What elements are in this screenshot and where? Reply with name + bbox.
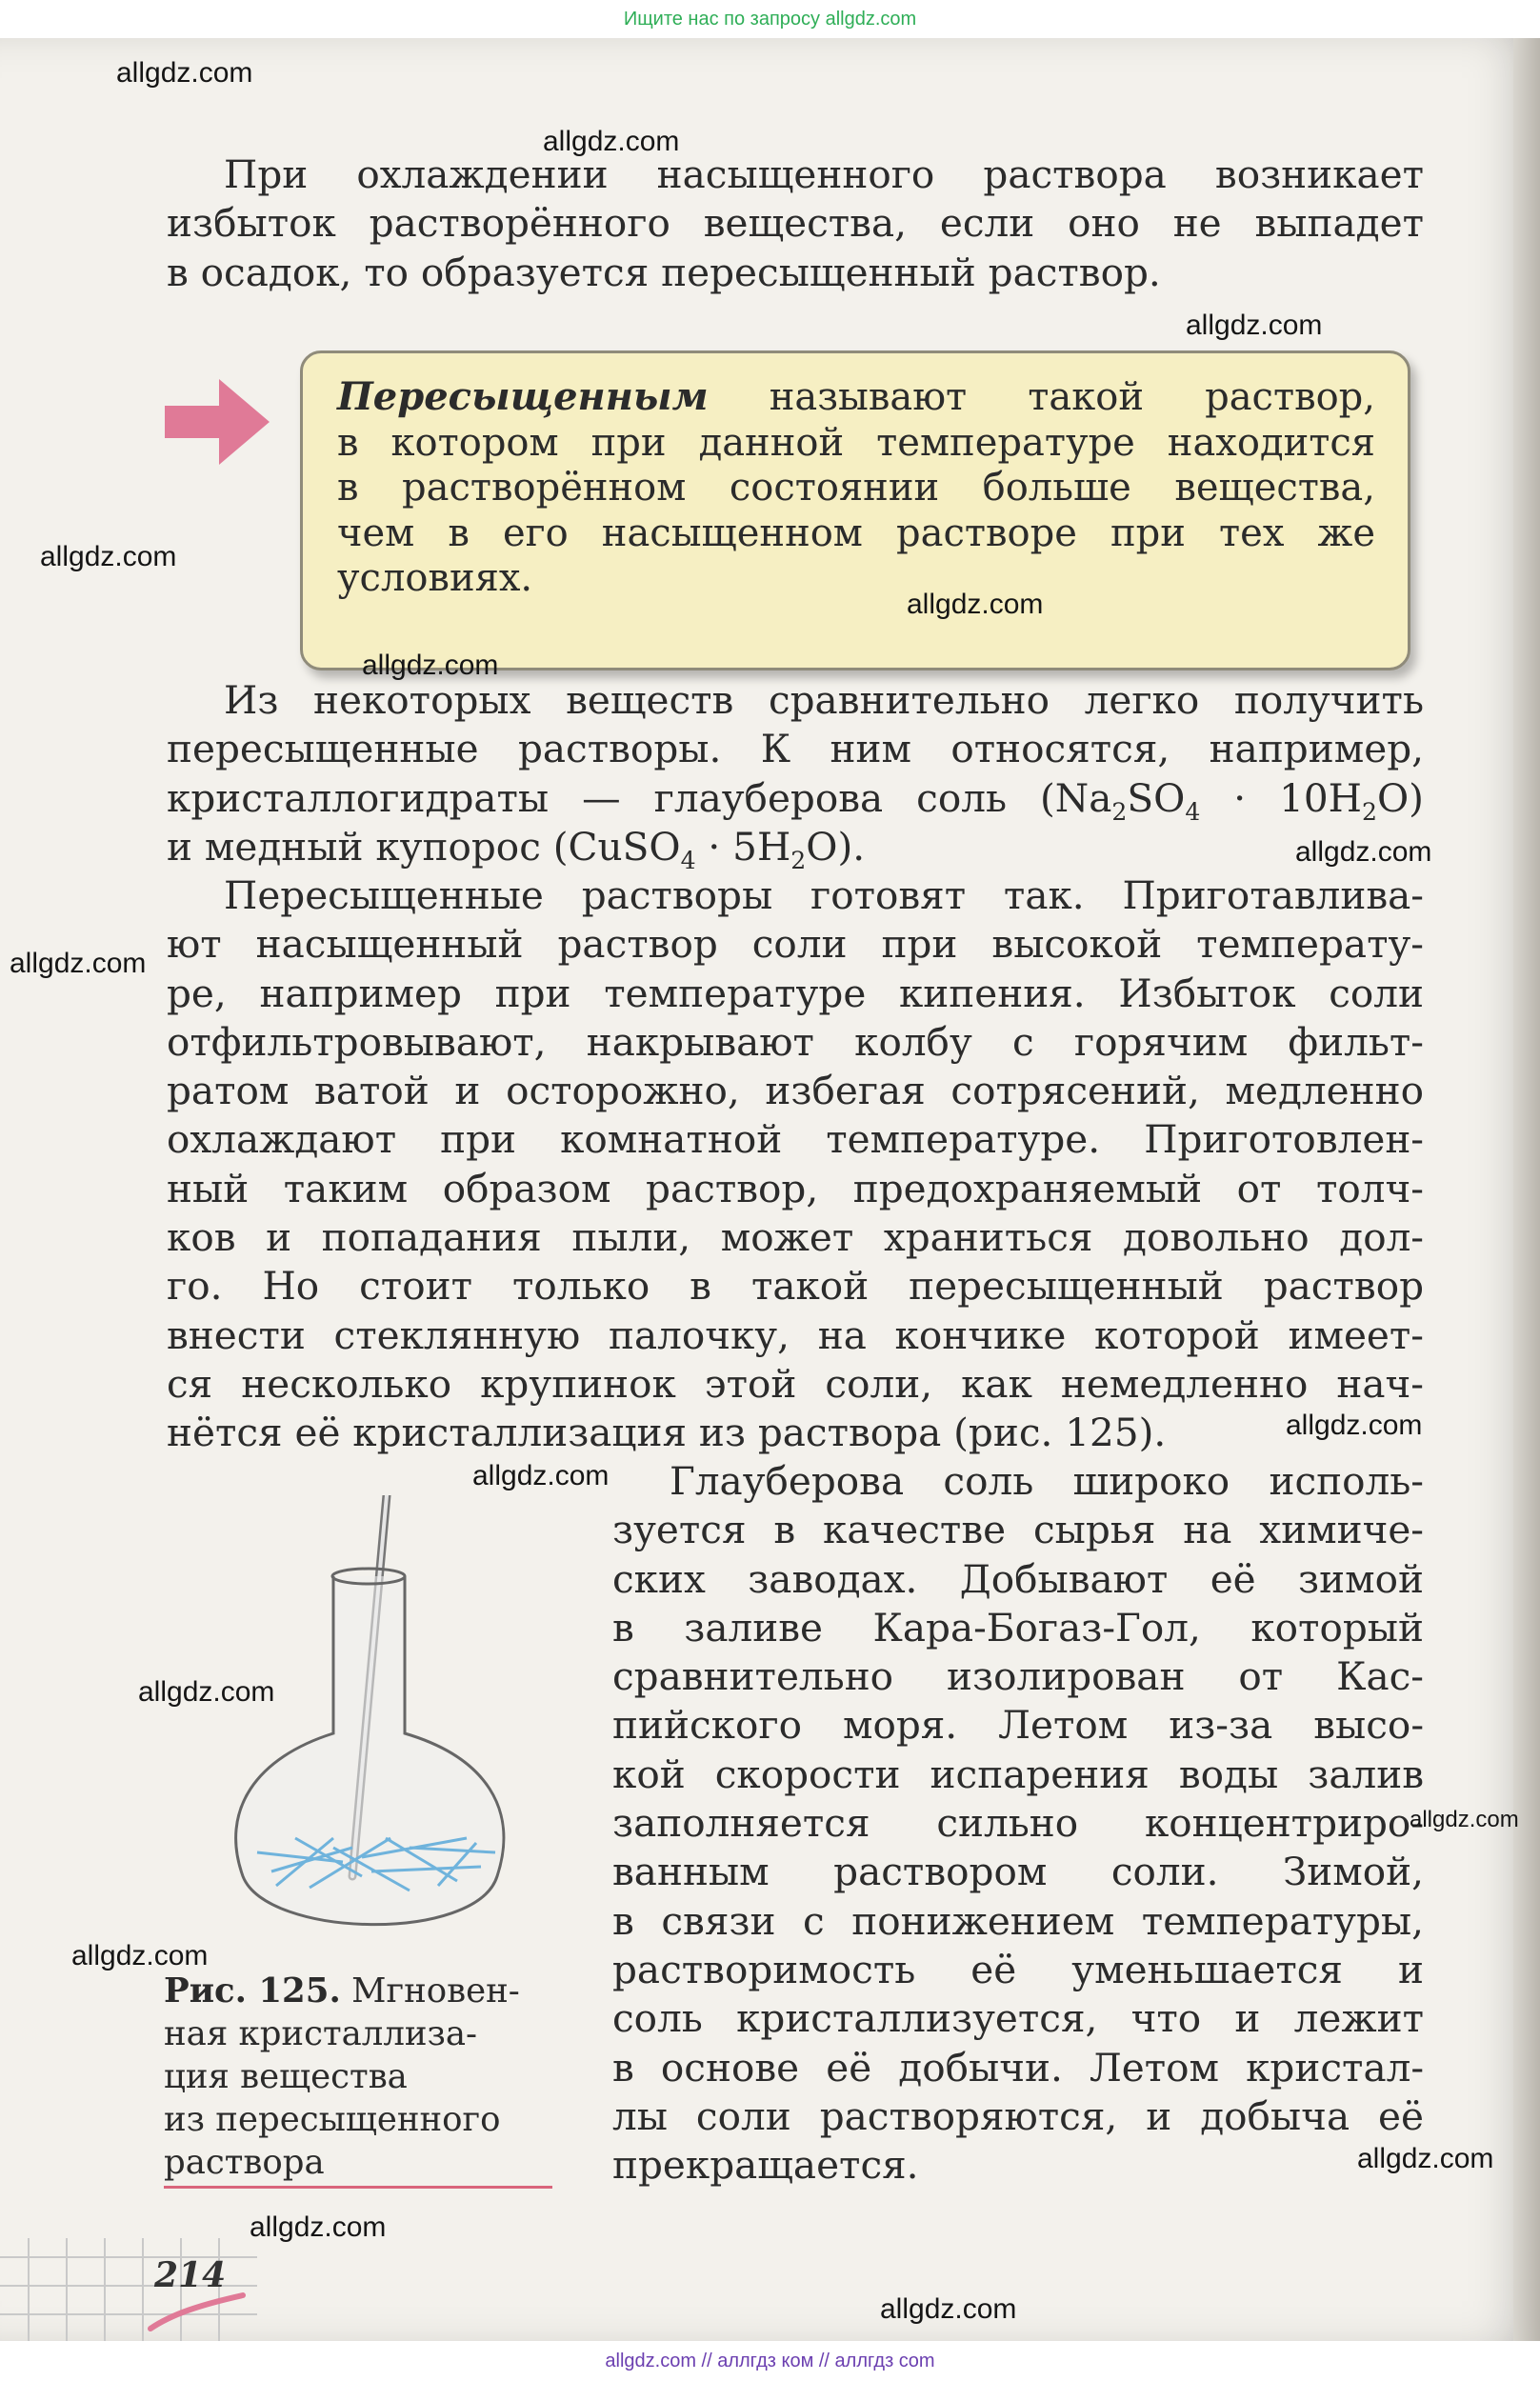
paragraph-line: пийского моря. Летом из-за высо- [612,1702,1424,1749]
watermark: allgdz.com [362,650,499,681]
text-run: O) [1376,774,1424,821]
watermark: allgdz.com [880,2293,1017,2325]
definition-box [300,350,1410,670]
paragraph-line-formula [167,774,1424,826]
text-run: SO [1127,774,1186,821]
paragraph-line-formula [167,823,1424,874]
paragraph-line: Глауберова соль широко исполь- [670,1458,1424,1504]
caption-line: раствора [164,2143,325,2182]
definition-first-rest: называют такой раствор, [769,375,1375,419]
page-edge [1513,38,1540,2341]
paragraph-line: прекращается. [612,2142,919,2189]
text-run: кристаллогидраты — глауберова соль (Na [167,774,1112,821]
intro-line: в осадок, то образуется пересыщенный раствор. [167,249,1161,295]
paragraph-line: ся несколько крупинок этой соли, как немедленно нач- [167,1360,1424,1407]
definition-line: условиях. [337,556,533,600]
paragraph-line: ре, например при температуре кипения. Избыток соли [167,970,1424,1016]
text-run: · 5H [695,823,791,870]
definition-line: в котором при данной температуре находится [337,420,1375,465]
paragraph-line: зуется в качестве сырья на химиче- [612,1507,1424,1553]
watermark: allgdz.com [472,1460,610,1491]
text-run: · 10H [1200,774,1362,821]
definition-text [337,374,1375,602]
paragraph-line: го. Но стоит только в такой пересыщенный раствор [167,1263,1424,1310]
watermark: allgdz.com [40,541,177,572]
definition-term: Пересыщенным [337,374,709,419]
watermark: allgdz.com [10,948,147,979]
figure-label: Рис. 125. [164,1971,341,2011]
definition-line: чем в его насыщенном растворе при тех же [337,510,1375,555]
watermark: allgdz.com [138,1676,275,1708]
figure-caption [164,1970,564,2184]
paragraph-line: ный таким образом раствор, предохраняемый от толч- [167,1165,1424,1211]
paragraph-line: кой скорости испарения воды залив [612,1751,1424,1797]
watermark: allgdz.com [1357,2143,1494,2174]
definition-line: в растворённом состоянии больше вещества, [337,466,1375,510]
paragraph-line: в основе её добычи. Летом кристал- [612,2044,1424,2091]
paragraph-line: заполняется сильно концентриро- [612,1800,1424,1847]
paragraph-line: соль кристаллизуется, что и лежит [612,1995,1424,2042]
paragraph-line: ют насыщенный раствор соли при высокой температу- [167,921,1424,968]
definition-line [337,374,1375,421]
watermark: allgdz.com [1186,310,1323,341]
text-run: O). [806,823,866,870]
bottom-banner[interactable]: allgdz.com // аллгдз ком // аллгдз com [0,2341,1540,2381]
subscript: 2 [1362,797,1377,826]
caption-line: ная кристаллиза- [164,2014,478,2053]
paragraph-line: ванным раствором соли. Зимой, [612,1849,1424,1895]
paragraph-line: растворимость её уменьшается и [612,1946,1424,1992]
paragraph-line: Пересыщенные растворы готовят так. Приготавлива- [224,872,1424,918]
paragraph-crystallohydrates [167,676,1424,874]
watermark: allgdz.com [1286,1410,1423,1441]
caption-line: из пересыщенного [164,2100,501,2139]
paragraph-preparation [167,871,1424,1458]
flask-illustration [219,1495,533,1952]
paragraph-line: ков и попадания пыли, может храниться довольно дол- [167,1214,1424,1261]
pointer-arrow-icon [160,370,274,474]
subscript: 2 [1111,797,1128,826]
paragraph-line: Из некоторых веществ сравнительно легко получить [224,677,1424,723]
caption-rule [164,2186,552,2189]
watermark: allgdz.com [1410,1807,1519,1832]
page-number: 214 [154,2255,227,2295]
subscript: 4 [1185,797,1201,826]
intro-paragraph [167,150,1424,297]
paragraph-line: ратом ватой и осторожно, избегая сотрясений, медленно [167,1068,1424,1114]
caption-line [164,1970,564,2012]
paragraph-line: пересыщенные растворы. К ним относятся, например, [167,726,1424,772]
watermark: allgdz.com [543,126,680,157]
intro-line: избыток растворённого вещества, если оно не выпадет [167,200,1424,247]
top-banner[interactable]: Ищите нас по запросу allgdz.com [0,0,1540,38]
paragraph-line: ских заводах. Добывают её зимой [612,1555,1424,1602]
paragraph-line: в связи с понижением температуры, [612,1897,1424,1944]
watermark: allgdz.com [116,57,253,89]
paragraph-line: отфильтровывают, накрывают колбу с горячим фильт- [167,1018,1424,1065]
paragraph-line: нётся её кристаллизация из раствора (рис. 125). [167,1410,1167,1456]
paragraph-line: лы соли растворяются, и добыча её [612,2092,1424,2139]
watermark: allgdz.com [71,1940,209,1971]
subscript: 2 [790,846,807,874]
subscript: 4 [680,846,696,874]
watermark: allgdz.com [250,2211,387,2243]
page-corner-grid [0,2238,267,2341]
caption-line: ция вещества [164,2057,408,2096]
paragraph-line: в заливе Кара-Богаз-Гол, который [612,1604,1424,1651]
paragraph-line: сравнительно изолирован от Кас- [612,1653,1424,1700]
intro-line: При охлаждении насыщенного раствора возникает [224,151,1424,197]
text-run: и медный купорос (CuSO [167,823,681,870]
paragraph-glauber-salt [612,1457,1424,2190]
watermark: allgdz.com [907,589,1044,620]
watermark: allgdz.com [1295,836,1432,868]
paragraph-line: внести стеклянную палочку, на кончике которой имеет- [167,1311,1424,1358]
paragraph-line: охлаждают при комнатной температуре. Приготовлен- [167,1116,1424,1163]
caption-text: Мгновен- [351,1971,520,2011]
